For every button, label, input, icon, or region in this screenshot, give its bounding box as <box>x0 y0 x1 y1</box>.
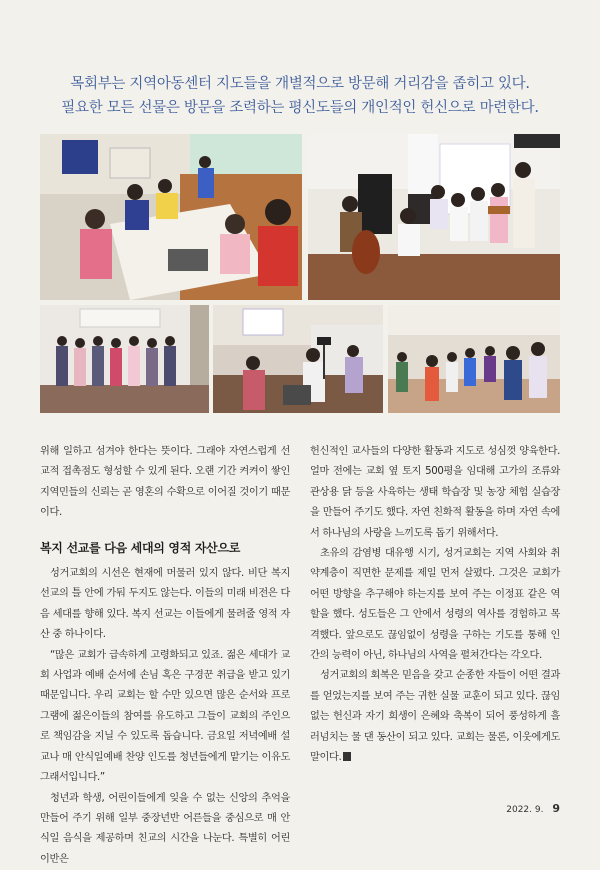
left-paragraph-4: 청년과 학생, 어린이들에게 잊을 수 없는 신앙의 추억을 만들어 주기 위해 일부 중장년반 어른들을 중심으로 매 안식일 음식을 제공하며 친교의 시간을 나눈다. 특별히 어린이반은 <box>40 789 290 870</box>
left-paragraph-2: 성거교회의 시선은 현재에 머물러 있지 않다. 비단 복지 선교의 틀 안에 가둬 두지도 않는다. 이들의 미래 비전은 다음 세대를 향해 있다. 복지 선교는 이들에게 물려줄 영적 자산 중 하나이다. <box>40 564 290 646</box>
left-column <box>40 442 290 870</box>
left-quote-paragraph: “많은 교회가 급속하게 고령화되고 있죠. 젊은 세대가 교회 사업과 예배 순서에 손님 혹은 구경꾼 취급을 받고 있기 때문입니다. 우리 교회는 할 수만 있으면 많은 순서와 프로그램에 젊은이들의 참여를 유도하고 그들이 교회의 주인으로 책임감을 지닐 수 있도록 돕습니다. 금요일 저녁예배 설교나 매 안식일예배 찬양 인도를 청년들에게 맡기는 이유도 그래서입니다.” <box>40 646 290 789</box>
photo-children-classroom <box>40 134 302 300</box>
right-paragraph-3-text: 성거교회의 회복은 믿음을 갖고 순종한 자들이 어떤 결과를 얻었는지를 보여 주는 귀한 실물 교훈이 되고 있다. 끊임없는 헌신과 자기 희생이 은혜와 축복이 되어 풍성하게 흘러넘치는 물 댄 동산이 되고 있다. 교회는 물론, 이웃에게도 말이다. <box>310 670 560 763</box>
end-mark-icon <box>343 752 351 761</box>
photo-stage-performance <box>40 305 209 413</box>
photo-music-ensemble <box>308 134 560 300</box>
page-footer <box>506 802 560 815</box>
photo-icon <box>213 305 383 413</box>
photo-icon <box>308 134 560 300</box>
left-paragraph-1: 위해 일하고 섬겨야 한다는 뜻이다. 그래야 자연스럽게 선교적 접촉점도 형성할 수 있게 된다. 오랜 기간 켜켜이 쌓인 지역민들의 신뢰는 곧 영혼의 수확으로 이어질 것이기 때문이다. <box>40 442 290 524</box>
photo-caption <box>40 72 560 120</box>
right-column <box>310 442 560 769</box>
issue-date: 2022. 9. <box>506 805 543 815</box>
caption-line-2: 필요한 모든 선물은 방문을 조력하는 평신도들의 개인적인 헌신으로 마련한다. <box>40 96 560 120</box>
right-paragraph-1: 헌신적인 교사들의 다양한 활동과 지도로 성심껏 양육한다. 얼마 전에는 교회 옆 토지 500평을 임대해 고가의 조류와 관상용 닭 등을 사육하는 생태 학습장 및 농장 체험 실습장을 만들어 주기도 했다. 자연 친화적 활동을 하며 자연 속에서 하나님의 사랑을 느끼도록 돕기 위해서다. <box>310 442 560 544</box>
photo-children-line <box>388 305 560 413</box>
right-paragraph-2: 초유의 감염병 대유행 시기, 성거교회는 지역 사회와 취약계층이 직면한 문제를 제일 먼저 살폈다. 그것은 교회가 어떤 방향을 추구해야 하는지를 보여 주는 이정표 같은 역할을 했다. 성도들은 그 안에서 성령의 역사를 경험하고 목격했다. 앞으로도 끊임없이 성령을 구하는 기도를 통해 인간의 능력이 아닌, 하나님의 사역을 펼쳐간다는 각오다. <box>310 544 560 666</box>
caption-line-1: 목회부는 지역아동센터 지도들을 개별적으로 방문해 거리감을 좁히고 있다. <box>40 72 560 96</box>
photo-icon <box>40 305 209 413</box>
photo-icon <box>40 134 302 300</box>
section-heading: 복지 선교를 다음 세대의 영적 자산으로 <box>40 538 290 558</box>
photo-indoor-event <box>213 305 383 413</box>
photo-icon <box>388 305 560 413</box>
page-number: 9 <box>552 802 560 815</box>
right-paragraph-3 <box>310 666 560 768</box>
